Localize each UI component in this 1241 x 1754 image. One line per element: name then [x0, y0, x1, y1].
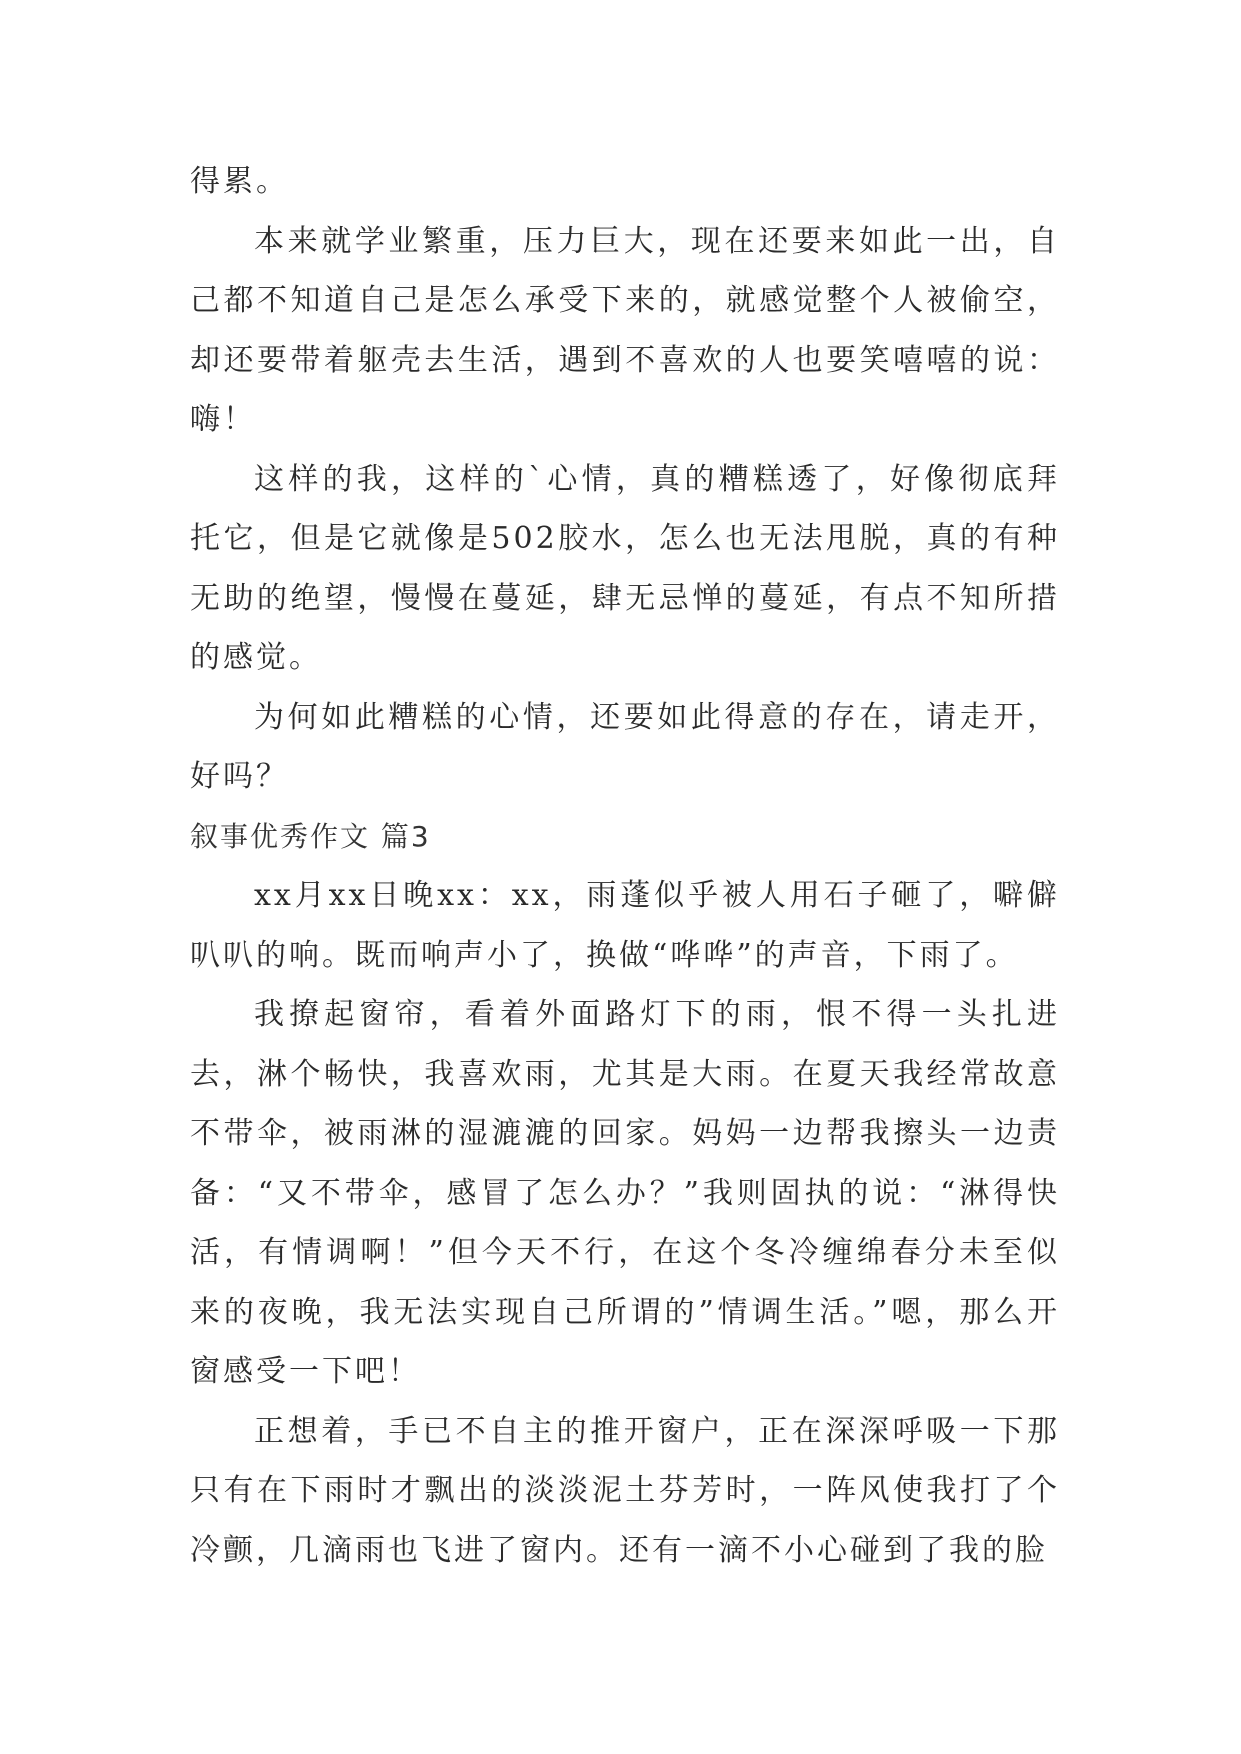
paragraph-open-window: 正想着，手已不自主的推开窗户，正在深深呼吸一下那只有在下雨时才飘出的淡淡泥土芬芳时，一阵风使我打了个冷颤，几滴雨也飞进了窗内。还有一滴不小心碰到了我的脸 [190, 1413, 1060, 1568]
paragraph-mood: 这样的我，这样的`心情，真的糟糕透了，好像彻底拜托它，但是它就像是502胶水，怎么也无法甩脱，真的有种无助的绝望，慢慢在蔓延，肆无忌惮的蔓延，有点不知所措的感觉。 [190, 461, 1060, 675]
paragraph-pressure: 本来就学业繁重，压力巨大，现在还要来如此一出，自己都不知道自己是怎么承受下来的，就感觉整个人被偷空，却还要带着躯壳去生活，遇到不喜欢的人也要笑嘻嘻的说：嗨！ [190, 223, 1060, 437]
paragraph-rain-start: xx月xx日晚xx：xx，雨蓬似乎被人用石子砸了，噼僻叭叭的响。既而响声小了，换做“哗哗”的声音，下雨了。 [190, 878, 1060, 973]
document-body [190, 152, 1060, 1580]
section-title: 叙事优秀作文 篇3 [190, 819, 431, 853]
paragraph-continuation: 得累。 [190, 164, 289, 199]
paragraph-go-away: 为何如此糟糕的心情，还要如此得意的存在，请走开，好吗？ [190, 699, 1060, 794]
paragraph-love-rain: 我撩起窗帘，看着外面路灯下的雨，恨不得一头扎进去，淋个畅快，我喜欢雨，尤其是大雨。在夏天我经常故意不带伞，被雨淋的湿漉漉的回家。妈妈一边帮我擦头一边责备：“又不带伞，感冒了怎么办？”我则固执的说：“淋得快活，有情调啊！”但今天不行，在这个冬冷缠绵春分未至似来的夜晚，我无法实现自己所谓的”情调生活。”嗯，那么开窗感受一下吧！ [190, 997, 1060, 1389]
